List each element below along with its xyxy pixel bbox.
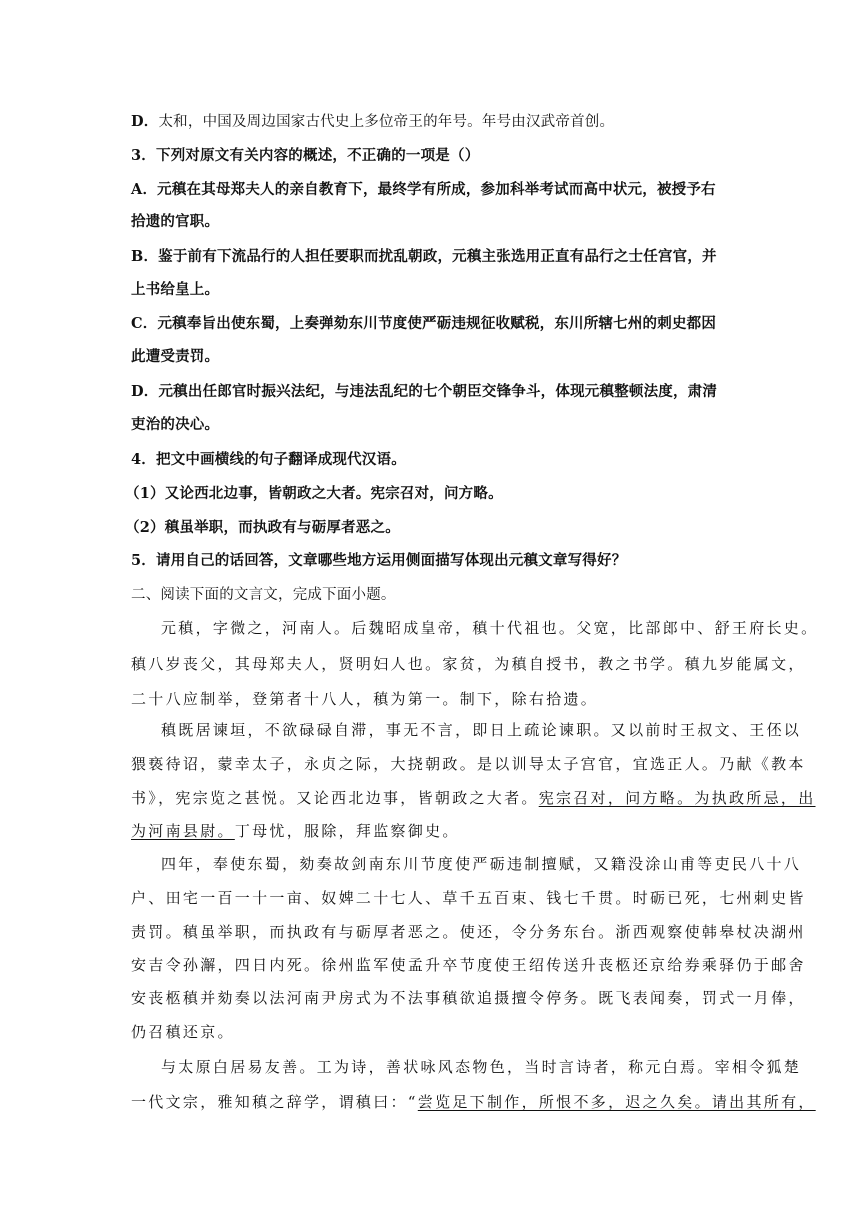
passage-text: 一代文宗，雅知稹之辞学，谓稹曰：“: [131, 1093, 418, 1111]
question-2-option-d: [131, 112, 731, 132]
question-number: 4．: [131, 451, 156, 468]
passage-line: [131, 1092, 816, 1112]
section-heading: 二、阅读下面的文言文，完成下面小题。: [131, 587, 396, 603]
option-text: 鉴于前有下流品行的人担任要职而扰乱朝政，元稹主张选用正直有品行之士任宫官，并: [158, 248, 717, 265]
passage-line: 安丧柩稹并劾奏以法河南尹房式为不法事稹欲追摄擅令停务。既飞表闻奏，罚式一月俸，: [131, 989, 806, 1007]
question-5-stem: [131, 551, 731, 571]
question-3-option-b-cont: 上书给皇上。: [131, 281, 220, 298]
option-label: B．: [131, 248, 159, 265]
underlined-sentence: 宪宗召对，问方略。为执政所忌，出: [538, 789, 816, 807]
passage-line: [131, 821, 731, 841]
option-text: 太和，中国及周边国家古代史上多位帝王的年号。年号由汉武帝首创。: [158, 114, 615, 130]
option-text: 元稹奉旨出使东蜀，上奏弹劾东川节度使严砺违规征收赋税，东川所辖七州的刺史都因: [157, 315, 717, 332]
passage-line: [131, 788, 816, 808]
passage-text: 书》，宪宗览之甚悦。又论西北边事，皆朝政之大者。: [131, 789, 539, 807]
question-4-item-2: （2）稹虽举职，而执政有与砺厚者恶之。: [125, 519, 400, 536]
question-number: 5．: [131, 552, 156, 569]
passage-line: 稹既居谏垣，不欲碌碌自滞，事无不言，即日上疏论谏职。又以前时王叔文、王伾以: [161, 721, 802, 739]
question-4-item-1: （1）又论西北边事，皆朝政之大者。宪宗召对，问方略。: [125, 485, 503, 502]
underlined-sentence: 尝览足下制作，所恨不多，迟之久矣。请出其所有，: [417, 1093, 816, 1111]
question-3-option-d-cont: 吏治的决心。: [131, 416, 220, 433]
passage-line: 二十八应制举，登第者十八人，稹为第一。制下，除右拾遗。: [131, 690, 599, 708]
question-3-option-d: [131, 382, 731, 402]
question-3-option-b: [131, 247, 731, 267]
option-label: D．: [131, 383, 159, 400]
passage-line: 与太原白居易友善。工为诗，善状咏风态物色，当时言诗者，称元白焉。宰相令狐楚: [161, 1058, 802, 1076]
option-label: C．: [131, 315, 158, 332]
passage-line: 四年，奉使东蜀，劾奏故剑南东川节度使严砺违制擅赋，又籍没涂山甫等吏民八十八: [161, 855, 802, 873]
underlined-sentence: 为河南县尉。: [131, 822, 235, 840]
option-label: D．: [131, 113, 159, 130]
question-3-option-a-cont: 拾遗的官职。: [131, 213, 220, 230]
option-text: 元稹出任郎官时振兴法纪，与违法乱纪的七个朝臣交锋争斗，体现元稹整顿法度，肃清: [158, 383, 718, 400]
passage-line: 安吉令孙澥，四日内死。徐州监军使孟升卒节度使王绍传送升丧柩还京给券乘驿仍于邮舍: [131, 956, 806, 974]
option-label: A．: [131, 181, 158, 198]
question-text: 把文中画横线的句子翻译成现代汉语。: [156, 451, 406, 468]
question-3-option-c: [131, 314, 731, 334]
passage-line: 户、田宅一百一十一亩、奴婢二十七人、草千五百束、钱七千贯。时砺已死，七州刺史皆: [131, 889, 806, 907]
question-text: 下列对原文有关内容的概述，不正确的一项是（）: [156, 147, 480, 164]
passage-text: 丁母忧，服除，拜监察御史。: [234, 822, 460, 840]
question-3-option-c-cont: 此遭受责罚。: [131, 348, 220, 365]
passage-line: 元稹，字微之，河南人。后魏昭成皇帝，稹十代祖也。父宽，比部郎中、舒王府长史。: [161, 619, 819, 637]
passage-line: 仍召稹还京。: [131, 1023, 235, 1041]
passage-line: 责罚。稹虽举职，而执政有与砺厚者恶之。使还，令分务东台。浙西观察使韩皋杖决湖州: [131, 923, 806, 941]
question-3-stem: [131, 146, 731, 166]
question-text: 请用自己的话回答，文章哪些地方运用侧面描写体现出元稹文章写得好？: [156, 552, 627, 569]
option-text: 元稹在其母郑夫人的亲自教育下，最终学有所成，参加科举考试而高中状元，被授予右: [157, 181, 716, 198]
question-4-stem: [131, 450, 731, 470]
question-number: 3．: [131, 147, 156, 164]
passage-line: 稹八岁丧父，其母郑夫人，贤明妇人也。家贫，为稹自授书，教之书学。稹九岁能属文，: [131, 655, 806, 673]
passage-line: 猥亵待诏，蒙幸太子，永贞之际，大挠朝政。是以训导太子宫官，宜选正人。乃献《教本: [131, 755, 806, 773]
question-3-option-a: [131, 180, 731, 200]
